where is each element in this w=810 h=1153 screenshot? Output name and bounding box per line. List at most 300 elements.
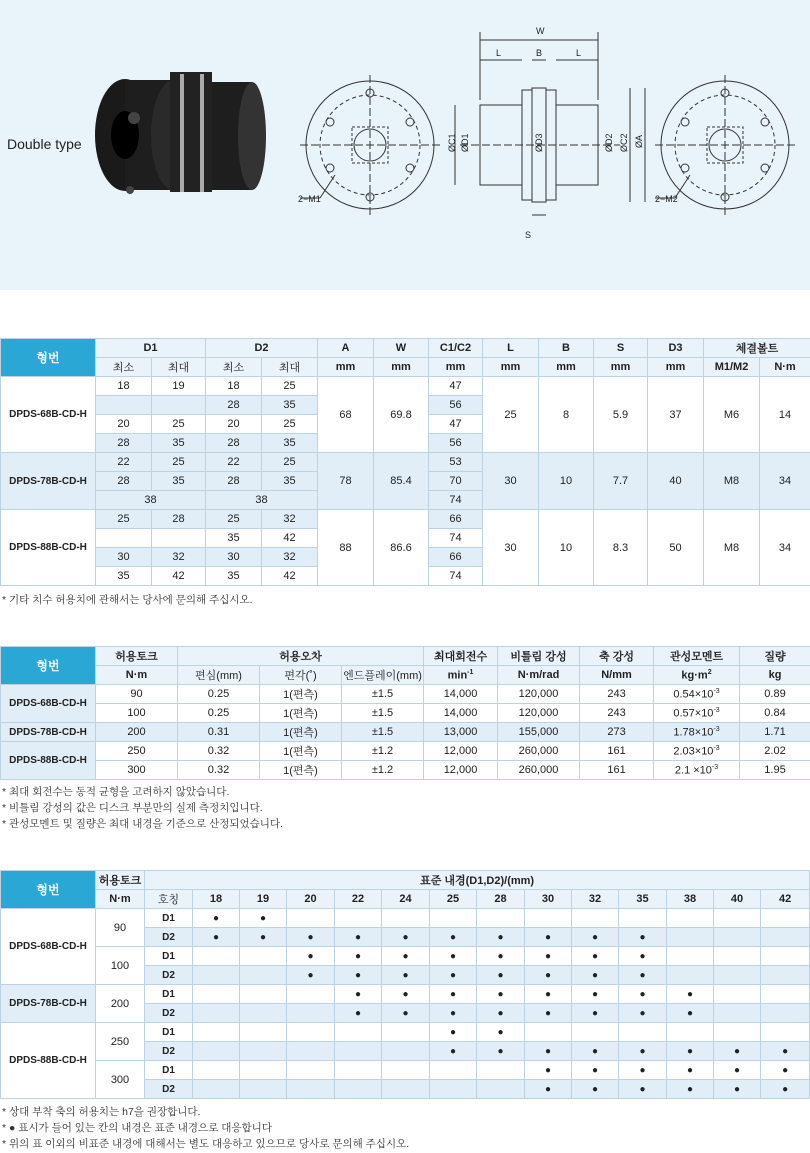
col-size: 40 bbox=[714, 890, 761, 909]
d2-label: ØD2 bbox=[604, 133, 614, 152]
cell: M8 bbox=[704, 510, 760, 586]
cell: 161 bbox=[580, 761, 654, 780]
standard-bore-mark: ● bbox=[240, 928, 287, 947]
cell: 14 bbox=[760, 377, 810, 453]
standard-bore-mark: ● bbox=[619, 985, 667, 1004]
cell bbox=[193, 1061, 240, 1080]
cell bbox=[96, 396, 152, 415]
standard-bore-mark: ● bbox=[761, 1061, 810, 1080]
cell bbox=[240, 985, 287, 1004]
standard-bore-mark: ● bbox=[335, 985, 382, 1004]
d3-label: ØD3 bbox=[534, 133, 544, 152]
standard-bore-mark: ● bbox=[525, 1061, 572, 1080]
cell: 20 bbox=[96, 415, 152, 434]
cell bbox=[761, 909, 810, 928]
cell bbox=[761, 1023, 810, 1042]
col-size: 35 bbox=[619, 890, 667, 909]
cell bbox=[193, 947, 240, 966]
cell bbox=[619, 1023, 667, 1042]
d1-label: ØD1 bbox=[460, 133, 470, 152]
standard-bore-mark: ● bbox=[477, 928, 525, 947]
cell: 38 bbox=[96, 491, 206, 510]
cell: 50 bbox=[648, 510, 704, 586]
w-label: W bbox=[536, 26, 545, 36]
col-size: 28 bbox=[477, 890, 525, 909]
col-angle: 편각(˚) bbox=[260, 666, 342, 685]
cell: 12,000 bbox=[424, 742, 498, 761]
cell: 25 bbox=[262, 377, 318, 396]
standard-bore-mark: ● bbox=[430, 1023, 477, 1042]
standard-bore-mark: ● bbox=[525, 1080, 572, 1099]
cell: ±1.2 bbox=[342, 742, 424, 761]
cell: 300 bbox=[96, 761, 178, 780]
cell bbox=[714, 928, 761, 947]
table-row bbox=[1, 1023, 810, 1042]
cell: 25 bbox=[262, 453, 318, 472]
unit: mm bbox=[594, 358, 648, 377]
standard-bore-mark: ● bbox=[619, 947, 667, 966]
col-d1: D1 bbox=[96, 339, 206, 358]
cell bbox=[382, 1080, 430, 1099]
cell: 28 bbox=[206, 434, 262, 453]
col-torque: 허용토크 bbox=[96, 647, 178, 666]
cell: 243 bbox=[580, 704, 654, 723]
cell bbox=[152, 396, 206, 415]
model-cell: DPDS-78B-CD-H bbox=[1, 453, 96, 510]
cell: 0.25 bbox=[178, 685, 260, 704]
cell: 70 bbox=[429, 472, 483, 491]
standard-bore-mark: ● bbox=[430, 928, 477, 947]
standard-bore-mark: ● bbox=[193, 909, 240, 928]
col-d1-max: 최대 bbox=[152, 358, 206, 377]
col-size: 32 bbox=[572, 890, 619, 909]
unit-text: min bbox=[447, 669, 468, 682]
cell: 25 bbox=[152, 415, 206, 434]
unit: mm bbox=[429, 358, 483, 377]
dimension-table bbox=[0, 338, 810, 586]
cell bbox=[382, 909, 430, 928]
standard-bore-mark: ● bbox=[477, 947, 525, 966]
table1-note: * 기타 치수 허용치에 관해서는 당사에 문의해 주십시오. bbox=[2, 594, 253, 606]
cell: 56 bbox=[429, 396, 483, 415]
standard-bore-mark: ● bbox=[761, 1080, 810, 1099]
cell: 35 bbox=[262, 396, 318, 415]
cell: 1(편측) bbox=[260, 761, 342, 780]
cell bbox=[240, 1004, 287, 1023]
side-view bbox=[455, 32, 645, 215]
note-line: * 상대 부착 축의 허용치는 h7을 권장합니다. bbox=[2, 1106, 201, 1118]
cell bbox=[287, 909, 335, 928]
model-cell: DPDS-68B-CD-H bbox=[1, 909, 96, 985]
standard-bore-mark: ● bbox=[572, 1042, 619, 1061]
standard-bore-mark: ● bbox=[525, 1004, 572, 1023]
cell: 66 bbox=[429, 510, 483, 529]
code-cell: D1 bbox=[145, 909, 193, 928]
cell bbox=[287, 1004, 335, 1023]
cell: 14,000 bbox=[424, 685, 498, 704]
model-cell: DPDS-78B-CD-H bbox=[1, 723, 96, 742]
col-s: S bbox=[594, 339, 648, 358]
cell: 35 bbox=[152, 434, 206, 453]
table2-notes bbox=[2, 784, 283, 832]
standard-bore-mark: ● bbox=[619, 1061, 667, 1080]
cell: 19 bbox=[152, 377, 206, 396]
cell bbox=[193, 1080, 240, 1099]
cell: 10 bbox=[539, 510, 594, 586]
standard-bore-mark: ● bbox=[619, 928, 667, 947]
cell: 90 bbox=[96, 685, 178, 704]
torque-cell: 90 bbox=[96, 909, 145, 947]
l-right-label: L bbox=[576, 48, 582, 58]
cell: 12,000 bbox=[424, 761, 498, 780]
col-c: C1/C2 bbox=[429, 339, 483, 358]
cell bbox=[382, 1042, 430, 1061]
cell: 22 bbox=[206, 453, 262, 472]
torque-cell: 100 bbox=[96, 947, 145, 985]
cell: 1(편측) bbox=[260, 742, 342, 761]
cell: 0.89 bbox=[740, 685, 810, 704]
inertia-value: 0.54×10 bbox=[673, 688, 714, 701]
cell: 0.32 bbox=[178, 742, 260, 761]
cell: 47 bbox=[429, 415, 483, 434]
cell: 53 bbox=[429, 453, 483, 472]
cell bbox=[714, 966, 761, 985]
cell: 30 bbox=[206, 548, 262, 567]
cell bbox=[667, 947, 714, 966]
unit-text: kg·m bbox=[681, 669, 708, 682]
cell: 42 bbox=[262, 529, 318, 548]
table-row bbox=[1, 909, 810, 928]
cell bbox=[572, 909, 619, 928]
cell: ±1.2 bbox=[342, 761, 424, 780]
cell: 68 bbox=[318, 377, 374, 453]
col-mass: 질량 bbox=[740, 647, 810, 666]
cell bbox=[152, 529, 206, 548]
table-row bbox=[1, 761, 810, 780]
cell bbox=[287, 1023, 335, 1042]
cell: 0.84 bbox=[740, 704, 810, 723]
cell: 30 bbox=[96, 548, 152, 567]
note-line: * 최대 회전수는 동적 균형을 고려하지 않았습니다. bbox=[2, 786, 230, 798]
standard-bore-mark: ● bbox=[525, 928, 572, 947]
col-bore: 표준 내경(D1,D2)/(mm) bbox=[145, 871, 810, 890]
cell bbox=[525, 909, 572, 928]
standard-bore-mark: ● bbox=[714, 1080, 761, 1099]
cell: 86.6 bbox=[374, 510, 429, 586]
cell bbox=[335, 1042, 382, 1061]
cell bbox=[667, 966, 714, 985]
cell: 28 bbox=[206, 472, 262, 491]
col-size: 19 bbox=[240, 890, 287, 909]
code-cell: D2 bbox=[145, 1080, 193, 1099]
cell: 22 bbox=[96, 453, 152, 472]
cell: 250 bbox=[96, 742, 178, 761]
unit: mm bbox=[374, 358, 429, 377]
cell: 28 bbox=[96, 472, 152, 491]
cell bbox=[240, 1023, 287, 1042]
standard-bore-mark: ● bbox=[287, 966, 335, 985]
unit: mm bbox=[318, 358, 374, 377]
c1-label: ØC1 bbox=[447, 133, 457, 152]
standard-bore-mark: ● bbox=[240, 909, 287, 928]
cell: 69.8 bbox=[374, 377, 429, 453]
standard-bore-mark: ● bbox=[619, 1080, 667, 1099]
cell: 30 bbox=[483, 453, 539, 510]
cell bbox=[240, 1080, 287, 1099]
cell bbox=[430, 1061, 477, 1080]
cell: 32 bbox=[262, 510, 318, 529]
col-size: 22 bbox=[335, 890, 382, 909]
cell: ±1.5 bbox=[342, 723, 424, 742]
cell: 155,000 bbox=[498, 723, 580, 742]
cell: 0.31 bbox=[178, 723, 260, 742]
cell bbox=[477, 1080, 525, 1099]
col-size: 25 bbox=[430, 890, 477, 909]
table3-notes bbox=[2, 1104, 409, 1152]
cell: 14,000 bbox=[424, 704, 498, 723]
col-axial-stiffness: 축 강성 bbox=[580, 647, 654, 666]
standard-bore-mark: ● bbox=[477, 1004, 525, 1023]
cell bbox=[667, 1023, 714, 1042]
cell bbox=[193, 1042, 240, 1061]
cell bbox=[714, 909, 761, 928]
inertia-value: 0.57×10 bbox=[673, 707, 714, 720]
cell bbox=[761, 985, 810, 1004]
cell bbox=[714, 947, 761, 966]
col-bolt: 체결볼트 bbox=[704, 339, 810, 358]
col-model: 형번 bbox=[1, 871, 96, 909]
cell bbox=[714, 985, 761, 1004]
inertia-cell bbox=[654, 685, 740, 704]
bore-table bbox=[0, 870, 810, 1099]
table-row bbox=[1, 510, 810, 529]
cell: 42 bbox=[152, 567, 206, 586]
cell: 100 bbox=[96, 704, 178, 723]
cell: 0.32 bbox=[178, 761, 260, 780]
table-row bbox=[1, 985, 810, 1004]
standard-bore-mark: ● bbox=[714, 1042, 761, 1061]
standard-bore-mark: ● bbox=[572, 1004, 619, 1023]
cell: 20 bbox=[206, 415, 262, 434]
standard-bore-mark: ● bbox=[525, 947, 572, 966]
cell: 10 bbox=[539, 453, 594, 510]
model-cell: DPDS-68B-CD-H bbox=[1, 685, 96, 723]
cell: 32 bbox=[262, 548, 318, 567]
standard-bore-mark: ● bbox=[667, 1080, 714, 1099]
standard-bore-mark: ● bbox=[572, 966, 619, 985]
col-torque: 허용토크 bbox=[96, 871, 145, 890]
cell: M6 bbox=[704, 377, 760, 453]
code-cell: D1 bbox=[145, 947, 193, 966]
inertia-exp: -3 bbox=[713, 706, 720, 714]
standard-bore-mark: ● bbox=[382, 985, 430, 1004]
unit: N·m bbox=[96, 666, 178, 685]
standard-bore-mark: ● bbox=[572, 1080, 619, 1099]
cell bbox=[287, 1080, 335, 1099]
cell: 1(편측) bbox=[260, 723, 342, 742]
cell: 30 bbox=[483, 510, 539, 586]
cell: 8.3 bbox=[594, 510, 648, 586]
standard-bore-mark: ● bbox=[382, 1004, 430, 1023]
cell bbox=[430, 1080, 477, 1099]
c2-label: ØC2 bbox=[619, 133, 629, 152]
standard-bore-mark: ● bbox=[572, 985, 619, 1004]
code-cell: D1 bbox=[145, 985, 193, 1004]
cell bbox=[193, 1023, 240, 1042]
unit: N/mm bbox=[580, 666, 654, 685]
col-size: 20 bbox=[287, 890, 335, 909]
cell: 18 bbox=[206, 377, 262, 396]
cell: 35 bbox=[262, 434, 318, 453]
col-size: 24 bbox=[382, 890, 430, 909]
cell: 25 bbox=[96, 510, 152, 529]
cell: 74 bbox=[429, 567, 483, 586]
table-row bbox=[1, 947, 810, 966]
a-label: ØA bbox=[634, 134, 644, 148]
table-row bbox=[1, 377, 810, 396]
cell bbox=[382, 1061, 430, 1080]
cell: 85.4 bbox=[374, 453, 429, 510]
standard-bore-mark: ● bbox=[430, 947, 477, 966]
col-model: 형번 bbox=[1, 647, 96, 685]
cell: ±1.5 bbox=[342, 704, 424, 723]
inertia-exp: -3 bbox=[711, 763, 719, 771]
note-line: * 위의 표 이외의 비표준 내경에 대해서는 별도 대응하고 있으므로 당사로 문의해 주십시오. bbox=[2, 1138, 410, 1150]
inertia-cell bbox=[654, 723, 740, 742]
standard-bore-mark: ● bbox=[382, 928, 430, 947]
col-size: 42 bbox=[761, 890, 810, 909]
standard-bore-mark: ● bbox=[477, 966, 525, 985]
inertia-exp: -3 bbox=[713, 725, 720, 733]
cell bbox=[477, 909, 525, 928]
standard-bore-mark: ● bbox=[667, 1004, 714, 1023]
col-model: 형번 bbox=[1, 339, 96, 377]
code-cell: D2 bbox=[145, 966, 193, 985]
col-d2-max: 최대 bbox=[262, 358, 318, 377]
cell bbox=[525, 1023, 572, 1042]
cell: 120,000 bbox=[498, 685, 580, 704]
cell: 25 bbox=[152, 453, 206, 472]
model-cell: DPDS-88B-CD-H bbox=[1, 742, 96, 780]
col-d2-min: 최소 bbox=[206, 358, 262, 377]
inertia-cell bbox=[654, 761, 740, 780]
col-b: B bbox=[539, 339, 594, 358]
unit: mm bbox=[648, 358, 704, 377]
cell: 32 bbox=[152, 548, 206, 567]
cell bbox=[761, 947, 810, 966]
cell bbox=[240, 966, 287, 985]
standard-bore-mark: ● bbox=[572, 928, 619, 947]
col-l: L bbox=[483, 339, 539, 358]
table-row bbox=[1, 723, 810, 742]
col-d3: D3 bbox=[648, 339, 704, 358]
cell: 34 bbox=[760, 510, 810, 586]
cell bbox=[193, 985, 240, 1004]
inertia-cell bbox=[654, 704, 740, 723]
cell: 273 bbox=[580, 723, 654, 742]
code-cell: D2 bbox=[145, 1004, 193, 1023]
cell: 1.95 bbox=[740, 761, 810, 780]
cell bbox=[430, 909, 477, 928]
cell: M8 bbox=[704, 453, 760, 510]
standard-bore-mark: ● bbox=[619, 1004, 667, 1023]
cell: 8 bbox=[539, 377, 594, 453]
torque-cell: 250 bbox=[96, 1023, 145, 1061]
cell: 13,000 bbox=[424, 723, 498, 742]
cell: 56 bbox=[429, 434, 483, 453]
standard-bore-mark: ● bbox=[477, 1023, 525, 1042]
col-rpm: 최대회전수 bbox=[424, 647, 498, 666]
standard-bore-mark: ● bbox=[430, 1042, 477, 1061]
model-cell: DPDS-88B-CD-H bbox=[1, 510, 96, 586]
col-code: 호칭 bbox=[145, 890, 193, 909]
cell: 66 bbox=[429, 548, 483, 567]
cell: 35 bbox=[206, 529, 262, 548]
cell bbox=[240, 947, 287, 966]
col-size: 18 bbox=[193, 890, 240, 909]
cell bbox=[761, 1004, 810, 1023]
cell bbox=[335, 909, 382, 928]
cell bbox=[667, 928, 714, 947]
cell bbox=[477, 1061, 525, 1080]
torque-cell: 200 bbox=[96, 985, 145, 1023]
unit: N·m/rad bbox=[498, 666, 580, 685]
inertia-value: 2.1 ×10 bbox=[674, 764, 712, 777]
coupling-photo bbox=[95, 72, 266, 194]
cell: 35 bbox=[96, 567, 152, 586]
cell bbox=[240, 1042, 287, 1061]
code-cell: D1 bbox=[145, 1023, 193, 1042]
cell: 2.02 bbox=[740, 742, 810, 761]
inertia-exp: -3 bbox=[713, 687, 720, 695]
cell: 161 bbox=[580, 742, 654, 761]
unit: mm bbox=[483, 358, 539, 377]
standard-bore-mark: ● bbox=[667, 1042, 714, 1061]
cell bbox=[287, 985, 335, 1004]
standard-bore-mark: ● bbox=[335, 1004, 382, 1023]
col-d1-min: 최소 bbox=[96, 358, 152, 377]
inertia-value: 2.03×10 bbox=[673, 745, 714, 758]
cell: 260,000 bbox=[498, 761, 580, 780]
unit-sup: -1 bbox=[467, 668, 474, 676]
cell bbox=[335, 1080, 382, 1099]
cell: 34 bbox=[760, 453, 810, 510]
standard-bore-mark: ● bbox=[619, 966, 667, 985]
standard-bore-mark: ● bbox=[287, 928, 335, 947]
m2-label: 2−M2 bbox=[655, 194, 678, 204]
table-row bbox=[1, 453, 810, 472]
cell: 5.9 bbox=[594, 377, 648, 453]
code-cell: D2 bbox=[145, 928, 193, 947]
model-cell: DPDS-88B-CD-H bbox=[1, 1023, 96, 1099]
cell bbox=[572, 1023, 619, 1042]
standard-bore-mark: ● bbox=[382, 966, 430, 985]
standard-bore-mark: ● bbox=[335, 966, 382, 985]
cell bbox=[287, 1042, 335, 1061]
col-ecc: 편심(mm) bbox=[178, 666, 260, 685]
model-cell: DPDS-78B-CD-H bbox=[1, 985, 96, 1023]
standard-bore-mark: ● bbox=[667, 1061, 714, 1080]
standard-bore-mark: ● bbox=[477, 1042, 525, 1061]
standard-bore-mark: ● bbox=[335, 947, 382, 966]
cell: 74 bbox=[429, 491, 483, 510]
unit: mm bbox=[539, 358, 594, 377]
table-row bbox=[1, 742, 810, 761]
cell: 28 bbox=[206, 396, 262, 415]
performance-table bbox=[0, 646, 810, 780]
cell: 35 bbox=[262, 472, 318, 491]
cell: 7.7 bbox=[594, 453, 648, 510]
